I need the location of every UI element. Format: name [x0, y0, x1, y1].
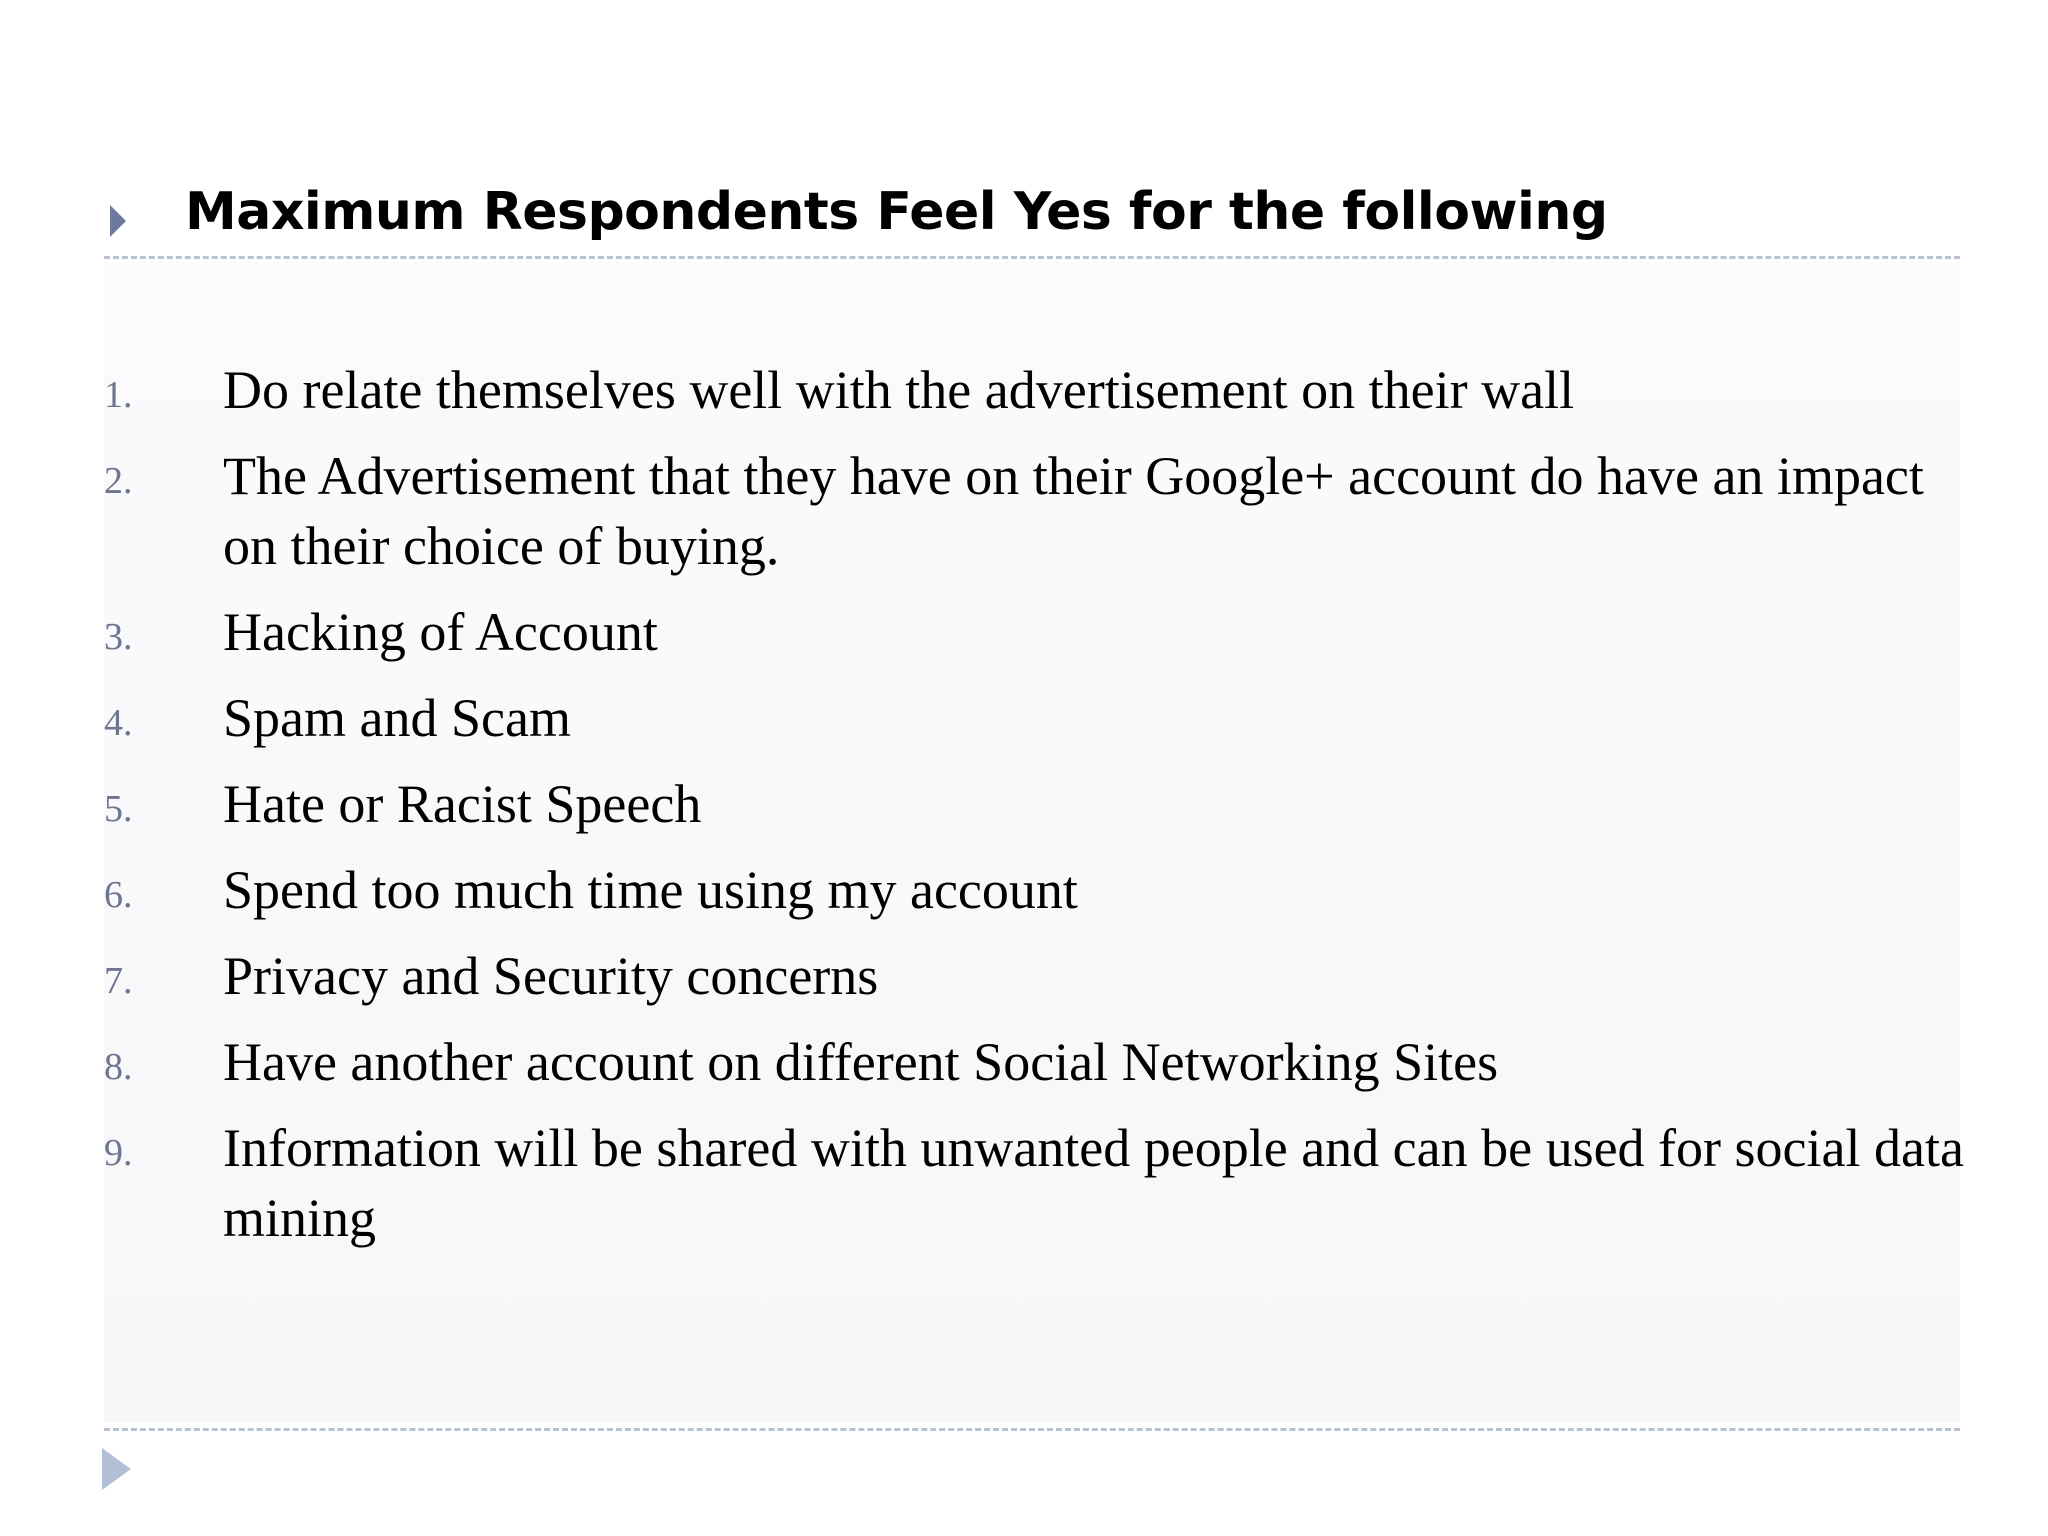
item-number: 6.	[104, 874, 133, 916]
item-text: Privacy and Security concerns	[223, 946, 879, 1006]
item-text: Spam and Scam	[223, 688, 571, 748]
list-item	[104, 683, 1984, 753]
item-number: 3.	[104, 616, 133, 658]
list-item	[104, 441, 1984, 581]
list-item	[104, 597, 1984, 667]
numbered-list	[104, 355, 1984, 1269]
list-item	[104, 355, 1984, 425]
title-divider	[104, 256, 1960, 259]
item-number: 9.	[104, 1132, 133, 1174]
item-text: Have another account on different Social Networking Sites	[223, 1032, 1499, 1092]
item-text: The Advertisement that they have on their Google+ account do have an impact on their choice of buying.	[223, 446, 1924, 576]
item-number: 5.	[104, 788, 133, 830]
item-text: Hate or Racist Speech	[223, 774, 702, 834]
list-item	[104, 855, 1984, 925]
item-text: Information will be shared with unwanted people and can be used for social data mining	[223, 1118, 1964, 1248]
item-number: 4.	[104, 702, 133, 744]
item-text: Spend too much time using my account	[223, 860, 1078, 920]
item-number: 1.	[104, 374, 133, 416]
item-number: 2.	[104, 460, 133, 502]
item-number: 8.	[104, 1046, 133, 1088]
next-arrow-icon	[102, 1448, 131, 1490]
list-item	[104, 769, 1984, 839]
item-number: 7.	[104, 960, 133, 1002]
item-text: Do relate themselves well with the advertisement on their wall	[223, 360, 1575, 420]
list-item	[104, 1113, 1984, 1253]
footer-divider	[104, 1428, 1960, 1431]
list-item	[104, 941, 1984, 1011]
triangle-bullet-icon	[110, 205, 126, 237]
list-item	[104, 1027, 1984, 1097]
item-text: Hacking of Account	[223, 602, 658, 662]
slide-title: Maximum Respondents Feel Yes for the following	[185, 182, 1608, 242]
